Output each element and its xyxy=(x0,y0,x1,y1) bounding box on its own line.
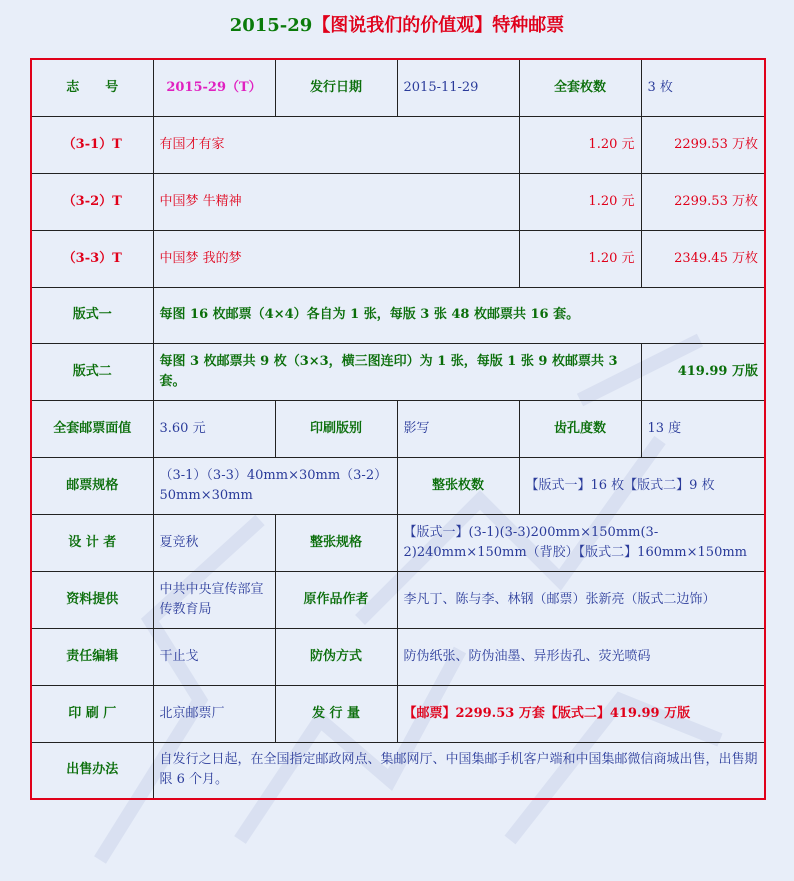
spec-label: 邮票规格 xyxy=(31,457,153,514)
editor-label: 责任编辑 xyxy=(31,628,153,685)
format1-text: 每图 16 枚邮票（4×4）各自为 1 张，每版 3 张 48 枚邮票共 16 套。 xyxy=(153,287,765,343)
stamp-name: 中国梦 牛精神 xyxy=(153,173,519,230)
face-value: 3.60 元 xyxy=(153,400,275,457)
sheet-count-label: 整张枚数 xyxy=(397,457,519,514)
page-title xyxy=(0,14,794,38)
title-number: 2015-29 xyxy=(229,15,313,36)
face-label: 全套邮票面值 xyxy=(31,400,153,457)
artist-value: 李凡丁、陈与李、林钢（邮票）张新亮（版式二边饰） xyxy=(397,571,765,628)
table-row xyxy=(31,457,765,514)
stamp-price: 1.20 元 xyxy=(519,116,641,173)
issue-label: 发 行 量 xyxy=(275,685,397,742)
title-text: 【图说我们的价值观】特种邮票 xyxy=(312,15,565,36)
table-row xyxy=(31,742,765,799)
table-row xyxy=(31,230,765,287)
stamp-qty: 2299.53 万枚 xyxy=(641,173,765,230)
material-label: 资料提供 xyxy=(31,571,153,628)
perf-value: 13 度 xyxy=(641,400,765,457)
table-row xyxy=(31,116,765,173)
designer-value: 夏竞秋 xyxy=(153,514,275,571)
material-value: 中共中央宣传部宣传教育局 xyxy=(153,571,275,628)
format2-text: 每图 3 枚邮票共 9 枚（3×3，横三图连印）为 1 张，每版 1 张 9 枚邮票共 3 套。 xyxy=(153,343,641,400)
format2-label: 版式二 xyxy=(31,343,153,400)
printer-value: 北京邮票厂 xyxy=(153,685,275,742)
zhihao-value: 2015-29（T） xyxy=(153,59,275,116)
stamp-info-table xyxy=(30,58,766,800)
table-row xyxy=(31,685,765,742)
sheet-spec-value: 【版式一】(3-1)(3-3)200mm×150mm(3-2)240mm×150mm（背胶）【版式二】160mm×150mm xyxy=(397,514,765,571)
stamp-price: 1.20 元 xyxy=(519,230,641,287)
date-value: 2015-11-29 xyxy=(397,59,519,116)
stamp-code: （3-1）T xyxy=(31,116,153,173)
sale-label: 出售办法 xyxy=(31,742,153,799)
designer-label: 设 计 者 xyxy=(31,514,153,571)
anti-label: 防伪方式 xyxy=(275,628,397,685)
stamp-name: 有国才有家 xyxy=(153,116,519,173)
sheet-count-value: 【版式一】16 枚【版式二】9 枚 xyxy=(519,457,765,514)
table-row xyxy=(31,343,765,400)
spec-value: （3-1）（3-3）40mm×30mm（3-2）50mm×30mm xyxy=(153,457,397,514)
sale-value: 自发行之日起，在全国指定邮政网点、集邮网厅、中国集邮手机客户端和中国集邮微信商城出售，出售期限 6 个月。 xyxy=(153,742,765,799)
format1-label: 版式一 xyxy=(31,287,153,343)
stamp-qty: 2299.53 万枚 xyxy=(641,116,765,173)
table-row xyxy=(31,628,765,685)
perf-label: 齿孔度数 xyxy=(519,400,641,457)
zhihao-label: 志 号 xyxy=(31,59,153,116)
stamp-code: （3-3）T xyxy=(31,230,153,287)
table-row xyxy=(31,514,765,571)
issue-value: 【邮票】2299.53 万套【版式二】419.99 万版 xyxy=(397,685,765,742)
table-row xyxy=(31,59,765,116)
anti-value: 防伪纸张、防伪油墨、异形齿孔、荧光喷码 xyxy=(397,628,765,685)
format2-qty: 419.99 万版 xyxy=(641,343,765,400)
sheet-spec-label: 整张规格 xyxy=(275,514,397,571)
stamp-qty: 2349.45 万枚 xyxy=(641,230,765,287)
print-value: 影写 xyxy=(397,400,519,457)
stamp-name: 中国梦 我的梦 xyxy=(153,230,519,287)
print-label: 印刷版别 xyxy=(275,400,397,457)
count-label: 全套枚数 xyxy=(519,59,641,116)
count-value: 3 枚 xyxy=(641,59,765,116)
table-row xyxy=(31,173,765,230)
stamp-price: 1.20 元 xyxy=(519,173,641,230)
stamp-code: （3-2）T xyxy=(31,173,153,230)
artist-label: 原作品作者 xyxy=(275,571,397,628)
table-row xyxy=(31,400,765,457)
table-row xyxy=(31,571,765,628)
printer-label: 印 刷 厂 xyxy=(31,685,153,742)
table-row xyxy=(31,287,765,343)
editor-value: 干止戈 xyxy=(153,628,275,685)
date-label: 发行日期 xyxy=(275,59,397,116)
